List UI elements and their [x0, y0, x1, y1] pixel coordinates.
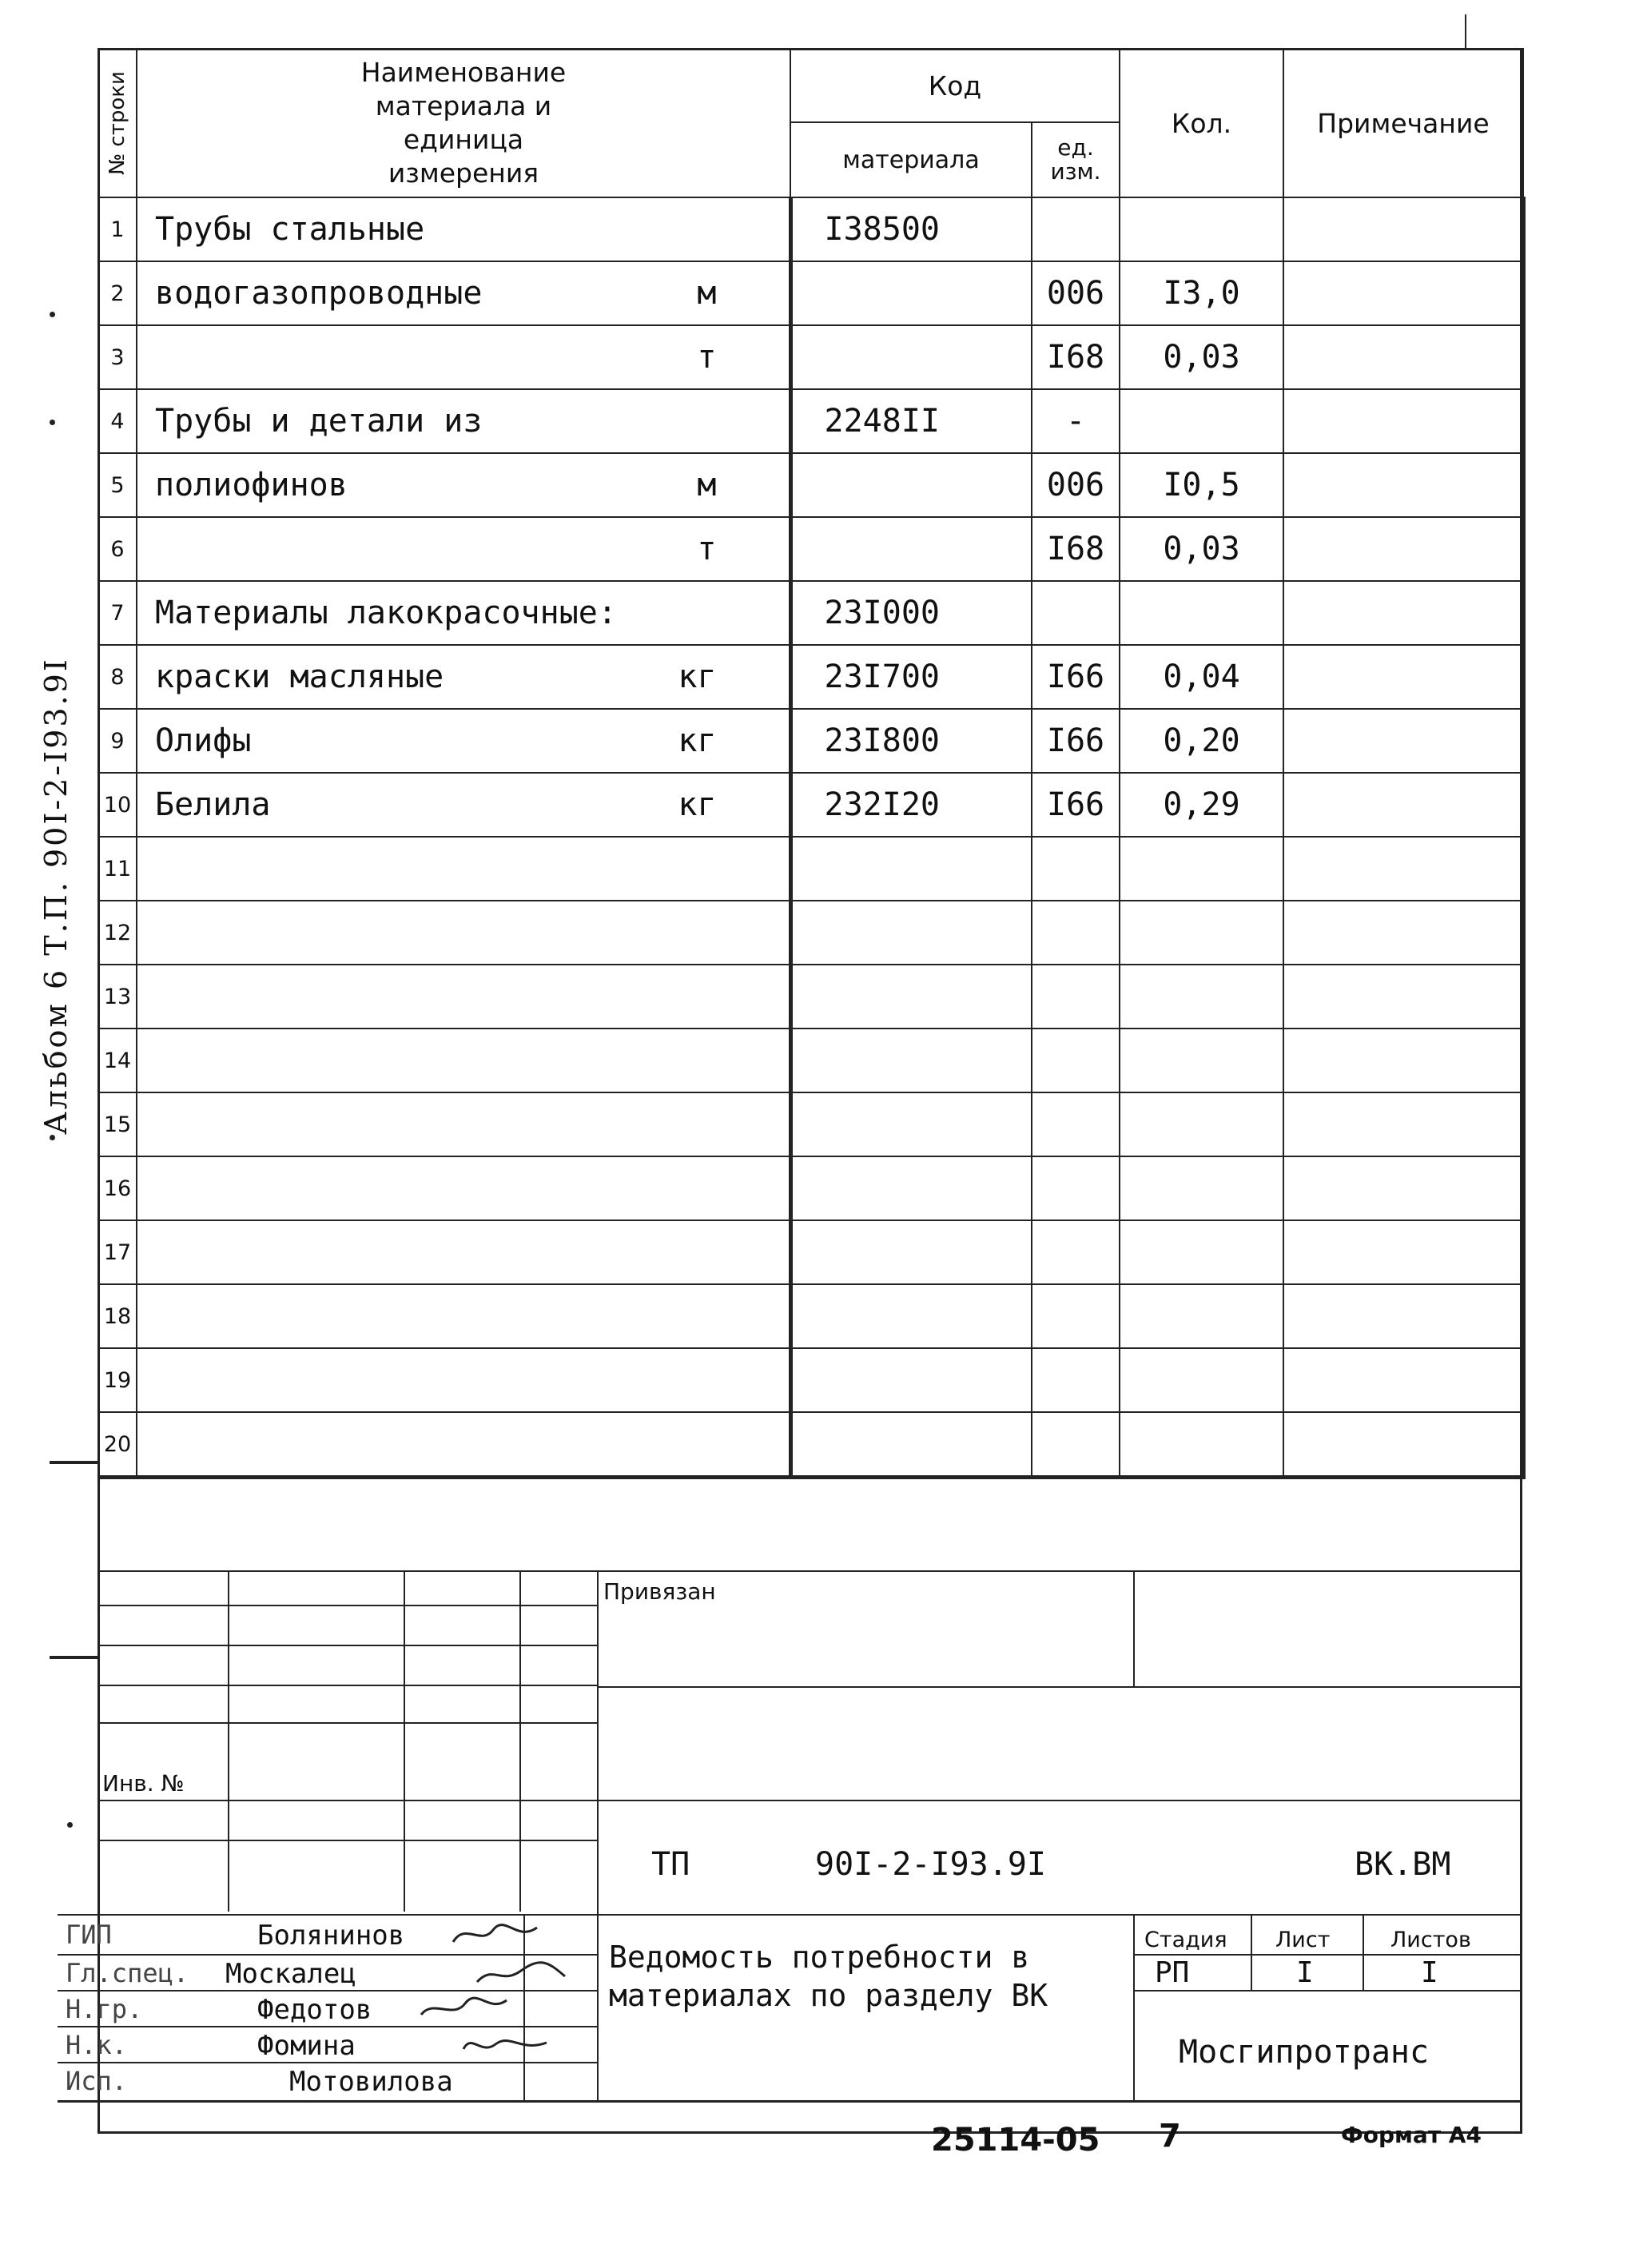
signature-name: Мотовилова	[289, 2066, 453, 2098]
material-code-cell	[790, 517, 1032, 581]
header-row-number-text: № строки	[105, 71, 129, 175]
table-row	[98, 325, 1523, 389]
material-unit-text: кг	[678, 722, 717, 759]
note-cell	[1283, 773, 1523, 837]
row-number-cell: 4	[98, 389, 137, 453]
table-row	[98, 1220, 1523, 1284]
margin-tick	[1465, 14, 1466, 48]
row-number-cell: 10	[98, 773, 137, 837]
stamp-grid-line	[228, 1570, 229, 1800]
handwritten-signature	[473, 1956, 569, 1988]
material-name-text: водогазопроводные	[155, 275, 483, 312]
material-name-text: Материалы лакокрасочные:	[155, 595, 617, 631]
material-code-cell: 2248II	[790, 389, 1032, 453]
material-code-cell	[790, 1220, 1032, 1284]
material-code-cell	[790, 261, 1032, 325]
signature-row	[58, 1956, 601, 1988]
signature-role: Гл.спец.	[66, 1958, 189, 1988]
material-code-cell: 232I20	[790, 773, 1032, 837]
row-number-cell: 14	[98, 1029, 137, 1092]
table-row	[98, 645, 1523, 709]
quantity-cell: I3,0	[1120, 261, 1283, 325]
unit-code-cell	[1032, 1348, 1120, 1412]
header-quantity: Кол.	[1120, 49, 1283, 197]
material-name-text: краски масляные	[155, 659, 444, 695]
quantity-cell	[1120, 389, 1283, 453]
row-number-cell: 8	[98, 645, 137, 709]
row-number-cell: 12	[98, 901, 137, 965]
stamp-sheet: I	[1296, 1956, 1314, 1989]
quantity-cell: 0,20	[1120, 709, 1283, 773]
note-cell	[1283, 325, 1523, 389]
stamp-linked-label: Привязан	[603, 1578, 716, 1605]
table-row	[98, 453, 1523, 517]
table-row	[98, 1029, 1523, 1092]
unit-code-cell: 006	[1032, 453, 1120, 517]
stamp-grid-line	[519, 1800, 521, 1912]
signature-name: Москалец	[225, 1958, 356, 1990]
unit-code-cell	[1032, 1029, 1120, 1092]
unit-code-cell: -	[1032, 389, 1120, 453]
unit-code-cell	[1032, 965, 1120, 1029]
table-row	[98, 389, 1523, 453]
punch-dot	[50, 420, 55, 425]
unit-code-cell: I66	[1032, 645, 1120, 709]
stamp-tp: ТП	[651, 1846, 690, 1883]
material-name-text: Трубы и детали из	[155, 403, 483, 440]
material-name-cell	[137, 645, 790, 709]
unit-code-cell	[1032, 1412, 1120, 1478]
quantity-cell	[1120, 581, 1283, 645]
handwritten-signature	[417, 1992, 513, 2024]
header-row-number	[98, 49, 137, 197]
table-row	[98, 965, 1523, 1029]
album-side-label-text: Альбом 6 Т.П. 90I-2-I93.9I	[38, 657, 74, 1135]
quantity-cell	[1120, 1029, 1283, 1092]
table-row	[98, 1412, 1523, 1478]
unit-code-cell	[1032, 581, 1120, 645]
material-name-text: полиофинов	[155, 467, 348, 503]
stamp-grid-line	[97, 1645, 597, 1646]
material-name-cell	[137, 581, 790, 645]
note-cell	[1283, 1029, 1523, 1092]
table-row	[98, 1284, 1523, 1348]
quantity-cell	[1120, 1092, 1283, 1156]
quantity-cell	[1120, 1348, 1283, 1412]
stamp-grid-line	[58, 1914, 1522, 1916]
stamp-grid-line	[1133, 1954, 1522, 1956]
stamp-grid-line	[1133, 1570, 1135, 1686]
signature-name: Фомина	[257, 2030, 356, 2062]
unit-code-cell: I68	[1032, 325, 1120, 389]
header-note: Примечание	[1283, 49, 1523, 197]
stamp-inventory-label: Инв. №	[102, 1770, 185, 1796]
materials-table	[97, 48, 1526, 1479]
note-cell	[1283, 645, 1523, 709]
quantity-cell: 0,04	[1120, 645, 1283, 709]
signature-role: Исп.	[66, 2066, 128, 2096]
material-name-cell	[137, 1412, 790, 1478]
signature-row	[58, 2028, 601, 2060]
material-code-cell	[790, 1284, 1032, 1348]
stamp-sheets: I	[1421, 1956, 1438, 1989]
stamp-grid-line	[597, 1686, 1522, 1688]
header-material-name: Наименование материала и единица измерения	[137, 49, 790, 197]
material-code-cell	[790, 901, 1032, 965]
footer-doc-number: 25114-05	[931, 2122, 1100, 2159]
punch-dot	[67, 1822, 73, 1828]
material-code-cell	[790, 1092, 1032, 1156]
table-row	[98, 581, 1523, 645]
stamp-grid-line	[1363, 1914, 1364, 1990]
footer-page-number: 7	[1159, 2118, 1181, 2155]
row-number-cell: 1	[98, 197, 137, 261]
quantity-cell: 0,29	[1120, 773, 1283, 837]
stamp-grid-line	[58, 2026, 597, 2027]
material-name-cell	[137, 901, 790, 965]
quantity-cell	[1120, 1156, 1283, 1220]
handwritten-signature	[449, 1918, 545, 1950]
note-cell	[1283, 965, 1523, 1029]
stamp-top-line	[97, 1570, 1522, 1572]
note-cell	[1283, 581, 1523, 645]
table-row	[98, 1156, 1523, 1220]
material-code-cell	[790, 1156, 1032, 1220]
quantity-cell: 0,03	[1120, 325, 1283, 389]
quantity-cell	[1120, 1284, 1283, 1348]
margin-tick	[50, 1461, 97, 1464]
material-name-cell	[137, 709, 790, 773]
note-cell	[1283, 453, 1523, 517]
material-unit-text: кг	[678, 659, 717, 695]
quantity-cell	[1120, 901, 1283, 965]
row-number-cell: 7	[98, 581, 137, 645]
table-row	[98, 517, 1523, 581]
material-name-cell	[137, 1092, 790, 1156]
stamp-organization: Мосгипротранс	[1179, 2034, 1430, 2071]
material-unit-text: т	[697, 339, 717, 376]
note-cell	[1283, 517, 1523, 581]
stamp-grid-line	[228, 1800, 229, 1912]
material-code-cell: I38500	[790, 197, 1032, 261]
stamp-grid-line	[97, 1840, 597, 1841]
stamp-grid-line	[1251, 1914, 1252, 1990]
unit-code-cell	[1032, 837, 1120, 901]
punch-dot	[50, 1135, 55, 1140]
note-cell	[1283, 709, 1523, 773]
row-number-cell: 9	[98, 709, 137, 773]
table-row	[98, 197, 1523, 261]
material-name-cell	[137, 1348, 790, 1412]
row-number-cell: 19	[98, 1348, 137, 1412]
unit-code-cell	[1032, 197, 1120, 261]
materials-table-body	[98, 197, 1523, 1478]
stamp-stage: РП	[1155, 1956, 1190, 1989]
note-cell	[1283, 261, 1523, 325]
punch-dot	[50, 312, 55, 317]
row-number-cell: 3	[98, 325, 137, 389]
note-cell	[1283, 1220, 1523, 1284]
material-code-cell	[790, 1029, 1032, 1092]
material-name-cell	[137, 325, 790, 389]
unit-code-cell: 006	[1032, 261, 1120, 325]
material-unit-text: кг	[678, 786, 717, 823]
signature-role: Н.гр.	[66, 1994, 143, 2024]
row-number-cell: 20	[98, 1412, 137, 1478]
stamp-grid-line	[97, 1722, 597, 1724]
stamp-title: Ведомость потребности в материалах по разделу ВК	[609, 1940, 1048, 2013]
stamp-grid-line	[97, 1605, 597, 1606]
header-code-group: Код	[790, 49, 1120, 122]
material-name-cell	[137, 517, 790, 581]
quantity-cell: 0,03	[1120, 517, 1283, 581]
material-code-cell: 23I700	[790, 645, 1032, 709]
quantity-cell	[1120, 1220, 1283, 1284]
quantity-cell	[1120, 1412, 1283, 1478]
table-row	[98, 1348, 1523, 1412]
material-code-cell: 23I800	[790, 709, 1032, 773]
table-row	[98, 1092, 1523, 1156]
header-code-unit: ед. изм.	[1032, 122, 1120, 197]
stamp-grid-line	[519, 1570, 521, 1800]
note-cell	[1283, 1412, 1523, 1478]
stamp-sheets-label: Листов	[1390, 1928, 1471, 1952]
note-cell	[1283, 197, 1523, 261]
row-number-cell: 18	[98, 1284, 137, 1348]
material-name-cell	[137, 1220, 790, 1284]
stamp-grid-line	[1133, 1914, 1135, 2100]
quantity-cell	[1120, 197, 1283, 261]
signature-role: ГИП	[66, 1920, 112, 1950]
row-number-cell: 6	[98, 517, 137, 581]
table-row	[98, 261, 1523, 325]
table-row	[98, 837, 1523, 901]
material-name-cell	[137, 965, 790, 1029]
row-number-cell: 16	[98, 1156, 137, 1220]
signature-role: Н.к.	[66, 2030, 128, 2060]
row-number-cell: 5	[98, 453, 137, 517]
material-name-text: Белила	[155, 786, 271, 823]
unit-code-cell	[1032, 1284, 1120, 1348]
stamp-doc-mark: ВК.ВМ	[1355, 1846, 1451, 1883]
stamp-stage-label: Стадия	[1144, 1928, 1227, 1952]
signature-row	[58, 1992, 601, 2024]
material-unit-text: т	[697, 531, 717, 567]
material-name-cell	[137, 197, 790, 261]
material-code-cell	[790, 1412, 1032, 1478]
stamp-grid-line	[1133, 1990, 1522, 1991]
note-cell	[1283, 837, 1523, 901]
unit-code-cell: I66	[1032, 773, 1120, 837]
margin-tick	[50, 1656, 97, 1659]
unit-code-cell: I66	[1032, 709, 1120, 773]
row-number-cell: 13	[98, 965, 137, 1029]
material-name-cell	[137, 837, 790, 901]
quantity-cell: I0,5	[1120, 453, 1283, 517]
material-code-cell	[790, 837, 1032, 901]
material-name-cell	[137, 1284, 790, 1348]
material-name-cell	[137, 453, 790, 517]
material-code-cell	[790, 1348, 1032, 1412]
album-side-label	[32, 448, 74, 1135]
row-number-cell: 2	[98, 261, 137, 325]
material-name-cell	[137, 1156, 790, 1220]
stamp-grid-line	[58, 1954, 597, 1956]
stamp-bottom-line	[58, 2100, 1522, 2103]
material-name-text: Трубы стальные	[155, 211, 425, 248]
stamp-doc-number: 90I-2-I93.9I	[815, 1846, 1046, 1883]
stamp-grid-line	[58, 2062, 597, 2063]
unit-code-cell: I68	[1032, 517, 1120, 581]
material-name-cell	[137, 773, 790, 837]
unit-code-cell	[1032, 1092, 1120, 1156]
row-number-cell: 15	[98, 1092, 137, 1156]
quantity-cell	[1120, 965, 1283, 1029]
material-name-cell	[137, 389, 790, 453]
note-cell	[1283, 901, 1523, 965]
stamp-grid-line	[97, 1685, 597, 1686]
material-unit-text: м	[697, 275, 717, 312]
handwritten-signature	[457, 2028, 553, 2060]
stamp-grid-line	[58, 1990, 597, 1991]
table-row	[98, 709, 1523, 773]
note-cell	[1283, 1092, 1523, 1156]
header-code-material: материала	[790, 122, 1032, 197]
signature-row	[58, 1918, 601, 1950]
table-row	[98, 901, 1523, 965]
stamp-grid-line	[97, 1800, 1522, 1801]
material-code-cell: 23I000	[790, 581, 1032, 645]
stamp-grid-line	[404, 1800, 405, 1912]
material-name-cell	[137, 261, 790, 325]
signature-name: Болянинов	[257, 1920, 405, 1952]
stamp-grid-line	[404, 1570, 405, 1800]
material-name-cell	[137, 1029, 790, 1092]
material-name-text: Олифы	[155, 722, 252, 759]
unit-code-cell	[1032, 1156, 1120, 1220]
note-cell	[1283, 1284, 1523, 1348]
note-cell	[1283, 1348, 1523, 1412]
signature-row	[58, 2064, 601, 2096]
row-number-cell: 11	[98, 837, 137, 901]
signature-name: Федотов	[257, 1994, 372, 2026]
stamp-sheet-label: Лист	[1275, 1928, 1331, 1952]
table-row	[98, 773, 1523, 837]
quantity-cell	[1120, 837, 1283, 901]
material-code-cell	[790, 325, 1032, 389]
unit-code-cell	[1032, 1220, 1120, 1284]
material-code-cell	[790, 453, 1032, 517]
material-unit-text: м	[697, 467, 717, 503]
row-number-cell: 17	[98, 1220, 137, 1284]
footer-format: Формат А4	[1341, 2122, 1482, 2148]
material-code-cell	[790, 965, 1032, 1029]
unit-code-cell	[1032, 901, 1120, 965]
note-cell	[1283, 1156, 1523, 1220]
note-cell	[1283, 389, 1523, 453]
